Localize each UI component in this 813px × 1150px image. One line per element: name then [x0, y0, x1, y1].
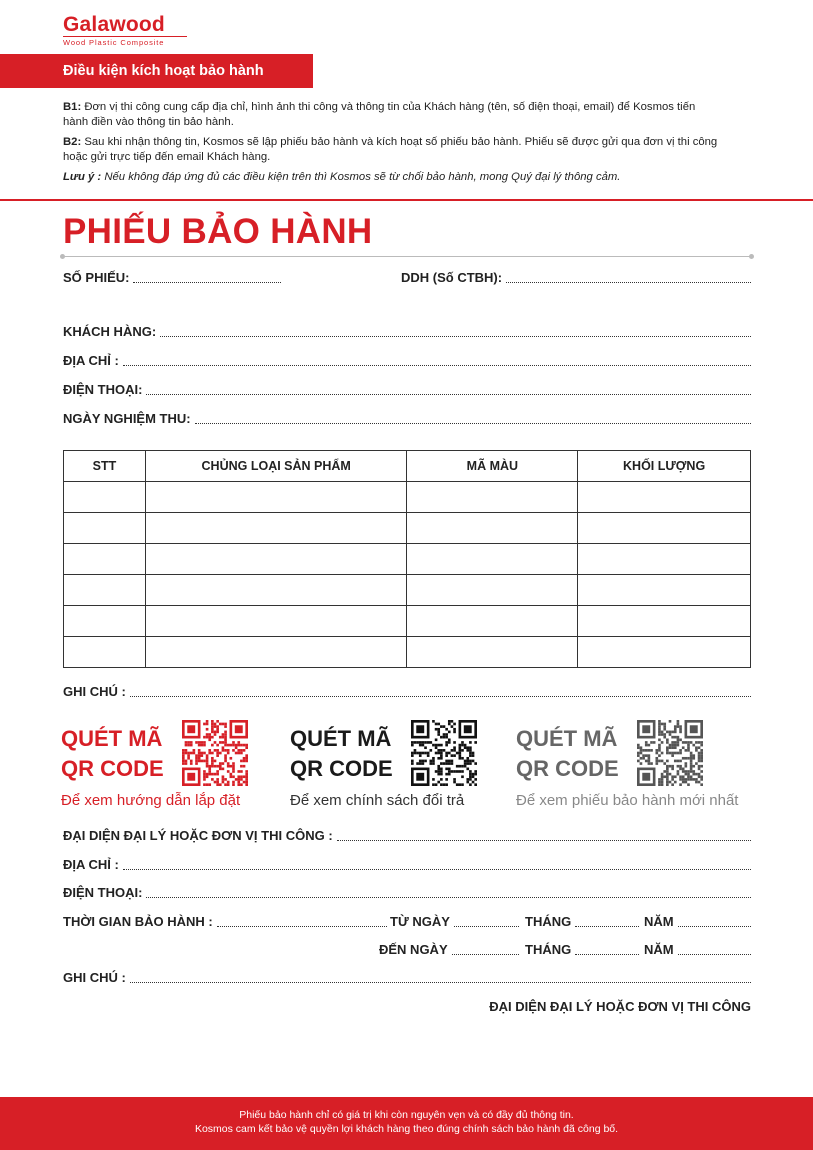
dealer-rep-label: ĐẠI DIỆN ĐẠI LÝ HOẶC ĐƠN VỊ THI CÔNG :	[63, 828, 333, 843]
dien-thoai-label: ĐIỆN THOẠI:	[63, 382, 143, 397]
title-underline	[63, 256, 751, 257]
dealer-rep-input[interactable]	[337, 829, 751, 841]
signature-label: ĐẠI DIỆN ĐẠI LÝ HOẶC ĐƠN VỊ THI CÔNG	[489, 999, 751, 1014]
dealer-note-input[interactable]	[130, 971, 751, 983]
to-year-field[interactable]	[644, 942, 751, 957]
qr-title-line1: QUÉT MÃ	[290, 726, 392, 751]
qr-title-warranty	[516, 724, 619, 784]
to-month-field[interactable]	[525, 942, 639, 957]
ngay-nghiem-thu-label: NGÀY NGHIỆM THU:	[63, 411, 191, 426]
so-phieu-field[interactable]	[63, 270, 281, 285]
qr-title-line2: QR CODE	[290, 756, 393, 781]
table-cell[interactable]	[578, 513, 751, 544]
table-cell[interactable]	[145, 606, 407, 637]
from-month-input[interactable]	[575, 915, 639, 927]
qr-title-line1: QUÉT MÃ	[61, 726, 163, 751]
to-day-label: ĐẾN NGÀY	[379, 942, 448, 957]
from-year-label: NĂM	[644, 914, 674, 929]
to-day-field[interactable]	[379, 942, 519, 957]
dia-chi-label: ĐỊA CHỈ :	[63, 353, 119, 368]
table-row	[64, 482, 751, 513]
table-row	[64, 637, 751, 668]
ghi-chu-label: GHI CHÚ :	[63, 684, 126, 699]
col-header-quantity: KHỐI LƯỢNG	[578, 451, 751, 482]
brand-logo	[63, 14, 187, 47]
qr-title-install	[61, 724, 164, 784]
footer-line2: Kosmos cam kết bảo vệ quyền lợi khách hàng theo đúng chính sách bảo hành đã công bố.	[194, 1123, 619, 1135]
dealer-address-field[interactable]	[63, 857, 751, 872]
from-month-field[interactable]	[525, 914, 639, 929]
dealer-note-label: GHI CHÚ :	[63, 970, 126, 985]
b2-text: Sau khi nhận thông tin, Kosmos sẽ lập phiếu bảo hành và kích hoạt số phiếu bảo hành. Phiếu sẽ được gửi qua đơn vị thi công hoặc gửi trực tiếp đến email Khách hàng.	[63, 136, 718, 163]
table-cell[interactable]	[407, 637, 578, 668]
qr-subtitle-install: Để xem hướng dẫn lắp đặt	[61, 792, 241, 809]
b1-label: B1:	[63, 101, 82, 113]
khach-hang-label: KHÁCH HÀNG:	[63, 324, 157, 339]
to-year-label: NĂM	[644, 942, 674, 957]
from-day-label: TỪ NGÀY	[390, 914, 450, 929]
table-cell[interactable]	[145, 544, 407, 575]
b2-label: B2:	[63, 136, 82, 148]
to-month-label: THÁNG	[525, 942, 572, 957]
brand-name: Galawood	[63, 13, 165, 36]
qr-subtitle-warranty: Để xem phiếu bảo hành mới nhất	[516, 792, 739, 809]
table-cell[interactable]	[578, 482, 751, 513]
qr-code-icon[interactable]	[637, 720, 703, 786]
ghi-chu-field[interactable]	[63, 684, 751, 699]
to-year-input[interactable]	[678, 943, 751, 955]
table-cell[interactable]	[407, 575, 578, 606]
b1-text: Đơn vị thi công cung cấp địa chỉ, hình ảnh thi công và thông tin của Khách hàng (tên, số điện thoại, email) để Kosmos tiến hành điền vào thông tin bảo hành.	[63, 101, 696, 128]
footer-line1: Phiếu bảo hành chỉ có giá trị khi còn nguyên vẹn và có đầy đủ thông tin.	[239, 1109, 574, 1121]
table-cell[interactable]	[64, 544, 146, 575]
table-cell[interactable]	[64, 606, 146, 637]
ddh-input[interactable]	[506, 271, 751, 283]
table-cell[interactable]	[145, 637, 407, 668]
table-row	[64, 513, 751, 544]
table-cell[interactable]	[578, 637, 751, 668]
warranty-period-input[interactable]	[217, 915, 387, 927]
qr-block-install[interactable]	[61, 720, 301, 815]
col-header-stt: STT	[64, 451, 146, 482]
table-row	[64, 575, 751, 606]
qr-subtitle-return: Để xem chính sách đổi trả	[290, 792, 465, 809]
ngay-nghiem-thu-field[interactable]	[63, 411, 751, 426]
qr-block-warranty-latest[interactable]	[516, 720, 756, 815]
table-cell[interactable]	[64, 637, 146, 668]
qr-title-return	[290, 724, 393, 784]
page-title: PHIẾU BẢO HÀNH	[63, 212, 373, 251]
table-cell[interactable]	[578, 606, 751, 637]
to-month-input[interactable]	[575, 943, 639, 955]
dealer-address-label: ĐỊA CHỈ :	[63, 857, 119, 872]
table-cell[interactable]	[145, 513, 407, 544]
condition-b1	[63, 100, 723, 129]
table-cell[interactable]	[578, 575, 751, 606]
table-cell[interactable]	[407, 482, 578, 513]
qr-block-return-policy[interactable]	[290, 720, 530, 815]
dealer-phone-field[interactable]	[63, 885, 751, 900]
from-day-input[interactable]	[454, 915, 519, 927]
products-table	[63, 450, 751, 668]
table-cell[interactable]	[64, 575, 146, 606]
table-row	[64, 544, 751, 575]
col-header-product: CHỦNG LOẠI SẢN PHẨM	[145, 451, 407, 482]
table-cell[interactable]	[407, 513, 578, 544]
dien-thoai-field[interactable]	[63, 382, 751, 397]
col-header-color-code: MÃ MÀU	[407, 451, 578, 482]
dia-chi-input[interactable]	[123, 354, 751, 366]
ngay-nghiem-thu-input[interactable]	[195, 412, 751, 424]
warranty-period-field[interactable]	[63, 914, 387, 929]
dealer-rep-field[interactable]	[63, 828, 751, 843]
condition-b2	[63, 135, 723, 164]
dealer-address-input[interactable]	[123, 858, 751, 870]
qr-title-line2: QR CODE	[61, 756, 164, 781]
from-year-field[interactable]	[644, 914, 751, 929]
qr-title-line1: QUÉT MÃ	[516, 726, 618, 751]
khach-hang-input[interactable]	[160, 325, 751, 337]
conditions-heading: Điều kiện kích hoạt bảo hành	[0, 54, 313, 88]
dien-thoai-input[interactable]	[146, 383, 751, 395]
conditions-text	[63, 100, 723, 191]
table-cell[interactable]	[145, 482, 407, 513]
table-cell[interactable]	[64, 513, 146, 544]
table-header-row	[64, 451, 751, 482]
dealer-phone-label: ĐIỆN THOẠI:	[63, 885, 143, 900]
from-month-label: THÁNG	[525, 914, 572, 929]
note-label: Lưu ý :	[63, 171, 102, 183]
dia-chi-field[interactable]	[63, 353, 751, 368]
from-day-field[interactable]	[390, 914, 519, 929]
section-divider	[0, 199, 813, 201]
to-day-input[interactable]	[452, 943, 519, 955]
table-cell[interactable]	[407, 606, 578, 637]
from-year-input[interactable]	[678, 915, 751, 927]
qr-code-icon[interactable]	[411, 720, 477, 786]
brand-tagline: Wood Plastic Composite	[63, 36, 187, 47]
khach-hang-field[interactable]	[63, 324, 751, 339]
table-cell[interactable]	[407, 544, 578, 575]
qr-code-icon[interactable]	[182, 720, 248, 786]
table-row	[64, 606, 751, 637]
table-cell[interactable]	[145, 575, 407, 606]
table-body	[64, 482, 751, 668]
so-phieu-input[interactable]	[133, 271, 281, 283]
footer	[0, 1097, 813, 1150]
warranty-period-label: THỜI GIAN BẢO HÀNH :	[63, 914, 213, 929]
table-cell[interactable]	[578, 544, 751, 575]
dealer-phone-input[interactable]	[146, 886, 751, 898]
condition-note	[63, 170, 723, 185]
table-cell[interactable]	[64, 482, 146, 513]
dealer-note-field[interactable]	[63, 970, 751, 985]
ddh-label: DDH (Số CTBH):	[401, 270, 503, 285]
so-phieu-label: SỐ PHIẾU:	[63, 270, 130, 285]
ghi-chu-input[interactable]	[130, 685, 751, 697]
ddh-field[interactable]	[401, 270, 751, 285]
qr-title-line2: QR CODE	[516, 756, 619, 781]
note-text: Nếu không đáp ứng đủ các điều kiện trên thì Kosmos sẽ từ chối bảo hành, mong Quý đại lý thông cảm.	[104, 171, 621, 183]
